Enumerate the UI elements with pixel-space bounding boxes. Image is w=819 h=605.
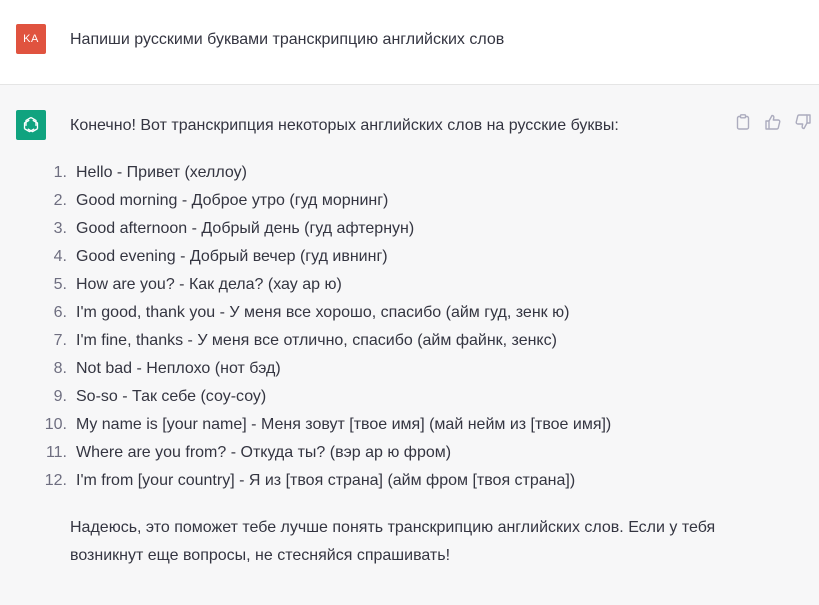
list-item-text: Hello - Привет (хеллоу) — [76, 164, 247, 181]
list-number: 11. — [45, 444, 67, 461]
user-message — [0, 0, 819, 85]
thumbs-down-icon[interactable] — [792, 111, 814, 133]
list-item — [40, 271, 611, 299]
list-number: 5. — [53, 276, 67, 293]
list-item-text: Where are you from? - Откуда ты? (вэр ар ю фром) — [76, 444, 452, 461]
list-item — [40, 411, 611, 439]
list-number: 6. — [53, 304, 67, 321]
list-item — [40, 299, 611, 327]
list-item-text: How are you? - Как дела? (хау ар ю) — [76, 276, 342, 293]
list-item — [40, 383, 611, 411]
list-item — [40, 439, 611, 467]
thumbs-up-icon[interactable] — [762, 111, 784, 133]
list-item-text: Good morning - Доброе утро (гуд морнинг) — [76, 192, 389, 209]
list-item — [40, 215, 611, 243]
list-item-text: I'm good, thank you - У меня все хорошо, спасибо (айм гуд, зенк ю) — [76, 304, 570, 321]
user-message-text: Напиши русскими буквами транскрипцию английских слов — [70, 31, 505, 48]
list-item-text: I'm fine, thanks - У меня все отлично, спасибо (айм файнк, зенкс) — [76, 332, 557, 349]
message-actions — [732, 111, 814, 133]
list-item — [40, 355, 611, 383]
clipboard-icon[interactable] — [732, 111, 754, 133]
list-number: 4. — [53, 248, 67, 265]
list-number: 8. — [53, 360, 67, 377]
list-number: 2. — [53, 192, 67, 209]
list-item-text: Good afternoon - Добрый день (гуд афтернун) — [76, 220, 415, 237]
assistant-outro-text: Надеюсь, это поможет тебе лучше понять транскрипцию английских слов. Если у тебя возникнут еще вопросы, не стесняйся спрашивать! — [70, 519, 716, 564]
list-item-text: Good evening - Добрый вечер (гуд ивнинг) — [76, 248, 388, 265]
assistant-message — [0, 85, 819, 605]
list-number: 9. — [53, 388, 67, 405]
list-item-text: So-so - Так себе (соу-соу) — [76, 388, 267, 405]
user-avatar: KA — [16, 24, 46, 54]
list-number: 7. — [53, 332, 67, 349]
list-item — [40, 243, 611, 271]
list-item — [40, 159, 611, 187]
openai-logo-icon — [16, 110, 46, 140]
list-number: 12. — [44, 472, 67, 489]
list-item-text: I'm from [your country] - Я из [твоя страна] (айм фром [твоя страна]) — [76, 472, 576, 489]
list-item-text: My name is [your name] - Меня зовут [твое имя] (май нейм из [твое имя]) — [76, 416, 612, 433]
list-number: 3. — [53, 220, 67, 237]
list-item — [40, 187, 611, 215]
list-number: 1. — [53, 164, 67, 181]
list-item — [40, 467, 611, 495]
assistant-intro-text: Конечно! Вот транскрипция некоторых английских слов на русские буквы: — [70, 117, 619, 134]
list-item-text: Not bad - Неплохо (нот бэд) — [76, 360, 281, 377]
transcription-list — [40, 159, 611, 495]
list-number: 10. — [44, 416, 67, 433]
list-item — [40, 327, 611, 355]
